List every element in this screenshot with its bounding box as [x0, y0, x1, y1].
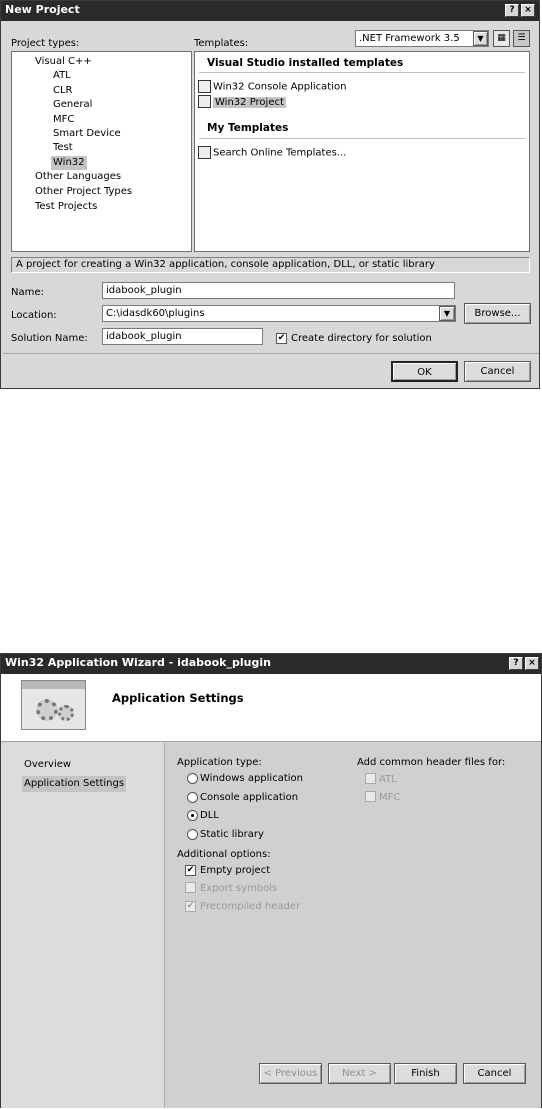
tree-item-clr[interactable]: CLR: [53, 85, 73, 96]
checkbox-empty-project-label: Empty project: [200, 865, 271, 876]
checkbox-precompiled-header-label: Precompiled header: [200, 901, 301, 912]
search-online-icon: [198, 146, 211, 159]
checkbox-export-symbols-icon: [185, 882, 196, 893]
previous-button[interactable]: < Previous: [259, 1063, 322, 1084]
checkbox-export-symbols-label: Export symbols: [200, 883, 278, 894]
checkbox-export-symbols: [185, 882, 196, 896]
radio-dll-icon: [187, 810, 198, 821]
ok-button[interactable]: OK: [391, 361, 458, 382]
templates-label: Templates:: [194, 38, 249, 49]
wizard-dialog: [0, 653, 542, 1108]
wizard-titlebar: [1, 654, 541, 674]
checkbox-precompiled-header: [185, 900, 196, 912]
tree-item-win32[interactable]: Win32: [53, 157, 85, 168]
checkbox-atl-label: ATL: [379, 774, 397, 785]
wizard-gear-small: [58, 705, 74, 721]
radio-windows-application-icon: [187, 773, 198, 784]
location-dropdown-icon[interactable]: ▼: [439, 306, 455, 321]
installed-templates-header: Visual Studio installed templates: [207, 57, 404, 69]
wizard-title: Win32 Application Wizard - idabook_plugin: [5, 656, 271, 669]
next-button[interactable]: Next >: [328, 1063, 391, 1084]
template-win32-console[interactable]: [198, 80, 346, 95]
new-project-title: New Project: [5, 3, 80, 16]
new-project-dialog: [0, 0, 540, 389]
name-input[interactable]: idabook_plugin: [102, 282, 455, 299]
small-icons-view-icon[interactable]: ☰: [513, 30, 530, 47]
tree-item-other-project-types[interactable]: Other Project Types: [35, 186, 133, 197]
wizard-help-button[interactable]: ?: [509, 657, 523, 670]
large-icons-view-icon[interactable]: ▦: [493, 30, 510, 47]
win32-project-icon: [198, 95, 211, 108]
installed-header-divider: [199, 72, 525, 73]
project-types-label: Project types:: [11, 38, 80, 49]
help-button[interactable]: ?: [505, 4, 519, 17]
checkbox-mfc-label: MFC: [379, 792, 401, 803]
radio-static-library-icon: [187, 829, 198, 840]
application-type-label: Application type:: [177, 757, 262, 768]
solution-name-label: Solution Name:: [11, 333, 88, 344]
tree-item-general[interactable]: General: [53, 99, 93, 110]
radio-console-application-icon: [187, 792, 198, 803]
nav-application-settings[interactable]: Application Settings: [22, 776, 126, 792]
tree-item-mfc[interactable]: MFC: [53, 114, 75, 125]
framework-select[interactable]: [355, 30, 489, 47]
additional-options-label: Additional options:: [177, 849, 271, 860]
checkbox-atl: [365, 773, 376, 787]
nav-overview[interactable]: Overview: [24, 759, 72, 770]
tree-item-other-languages[interactable]: Other Languages: [35, 171, 122, 182]
radio-windows-application-label: Windows application: [200, 773, 303, 784]
tree-item-smart-device[interactable]: Smart Device: [53, 128, 121, 139]
radio-dll-label: DLL: [200, 810, 219, 821]
wizard-gears-icon-toolbar: [22, 681, 85, 689]
checkbox-mfc-icon: [365, 791, 376, 802]
cancel-button[interactable]: Cancel: [464, 361, 531, 382]
template-search-online-label: Search Online Templates...: [213, 147, 347, 159]
template-win32-project[interactable]: [198, 95, 286, 110]
wizard-gears-icon: [21, 680, 86, 730]
console-app-icon: [198, 80, 211, 93]
wizard-gear-large: [36, 699, 58, 721]
checkbox-mfc: [365, 791, 376, 805]
description-text: A project for creating a Win32 application, console application, DLL, or static library: [16, 259, 435, 270]
my-templates-divider: [199, 138, 525, 139]
wizard-nav: [1, 743, 164, 1108]
create-directory-label: Create directory for solution: [291, 333, 432, 344]
checkbox-atl-icon: [365, 773, 376, 784]
project-types-tree[interactable]: [11, 51, 192, 252]
wizard-close-button[interactable]: ×: [525, 657, 539, 670]
create-directory-checkbox[interactable]: [276, 332, 287, 344]
description-bar: [11, 257, 530, 273]
checkbox-precompiled-header-icon: ✔: [186, 901, 195, 911]
framework-select-value: .NET Framework 3.5: [359, 33, 460, 44]
wizard-cancel-button[interactable]: Cancel: [463, 1063, 526, 1084]
tree-item-test[interactable]: Test: [53, 142, 73, 153]
checkbox-empty-project[interactable]: [185, 864, 196, 876]
radio-static-library[interactable]: [187, 829, 198, 843]
radio-static-library-label: Static library: [200, 829, 264, 840]
solution-name-input[interactable]: idabook_plugin: [102, 328, 263, 345]
radio-windows-application[interactable]: [187, 773, 198, 787]
wizard-header-banner: [1, 674, 541, 742]
radio-console-application-label: Console application: [200, 792, 299, 803]
browse-button[interactable]: Browse...: [464, 303, 531, 324]
new-project-titlebar: [1, 1, 539, 21]
dialog-divider: [3, 353, 539, 354]
add-header-files-label: Add common header files for:: [357, 757, 506, 768]
template-win32-console-label: Win32 Console Application: [213, 81, 347, 93]
radio-dll[interactable]: [187, 810, 198, 824]
tree-item-atl[interactable]: ATL: [53, 70, 71, 81]
location-input[interactable]: C:\idasdk60\plugins: [102, 305, 456, 322]
create-directory-check-icon: ✔: [277, 333, 286, 343]
wizard-content: [164, 743, 541, 1108]
template-win32-project-label: Win32 Project: [215, 96, 284, 108]
framework-dropdown-icon[interactable]: ▼: [473, 31, 488, 46]
checkbox-empty-project-icon: ✔: [186, 865, 195, 875]
tree-item-visual-cpp[interactable]: Visual C++: [35, 56, 92, 67]
close-button[interactable]: ×: [521, 4, 535, 17]
location-label: Location:: [11, 310, 57, 321]
templates-list[interactable]: [194, 51, 530, 252]
name-label: Name:: [11, 287, 44, 298]
tree-item-test-projects[interactable]: Test Projects: [35, 201, 98, 212]
my-templates-header: My Templates: [207, 122, 289, 134]
wizard-header-title: Application Settings: [112, 691, 244, 705]
template-search-online[interactable]: [198, 146, 346, 161]
radio-console-application[interactable]: [187, 792, 198, 806]
finish-button[interactable]: Finish: [394, 1063, 457, 1084]
